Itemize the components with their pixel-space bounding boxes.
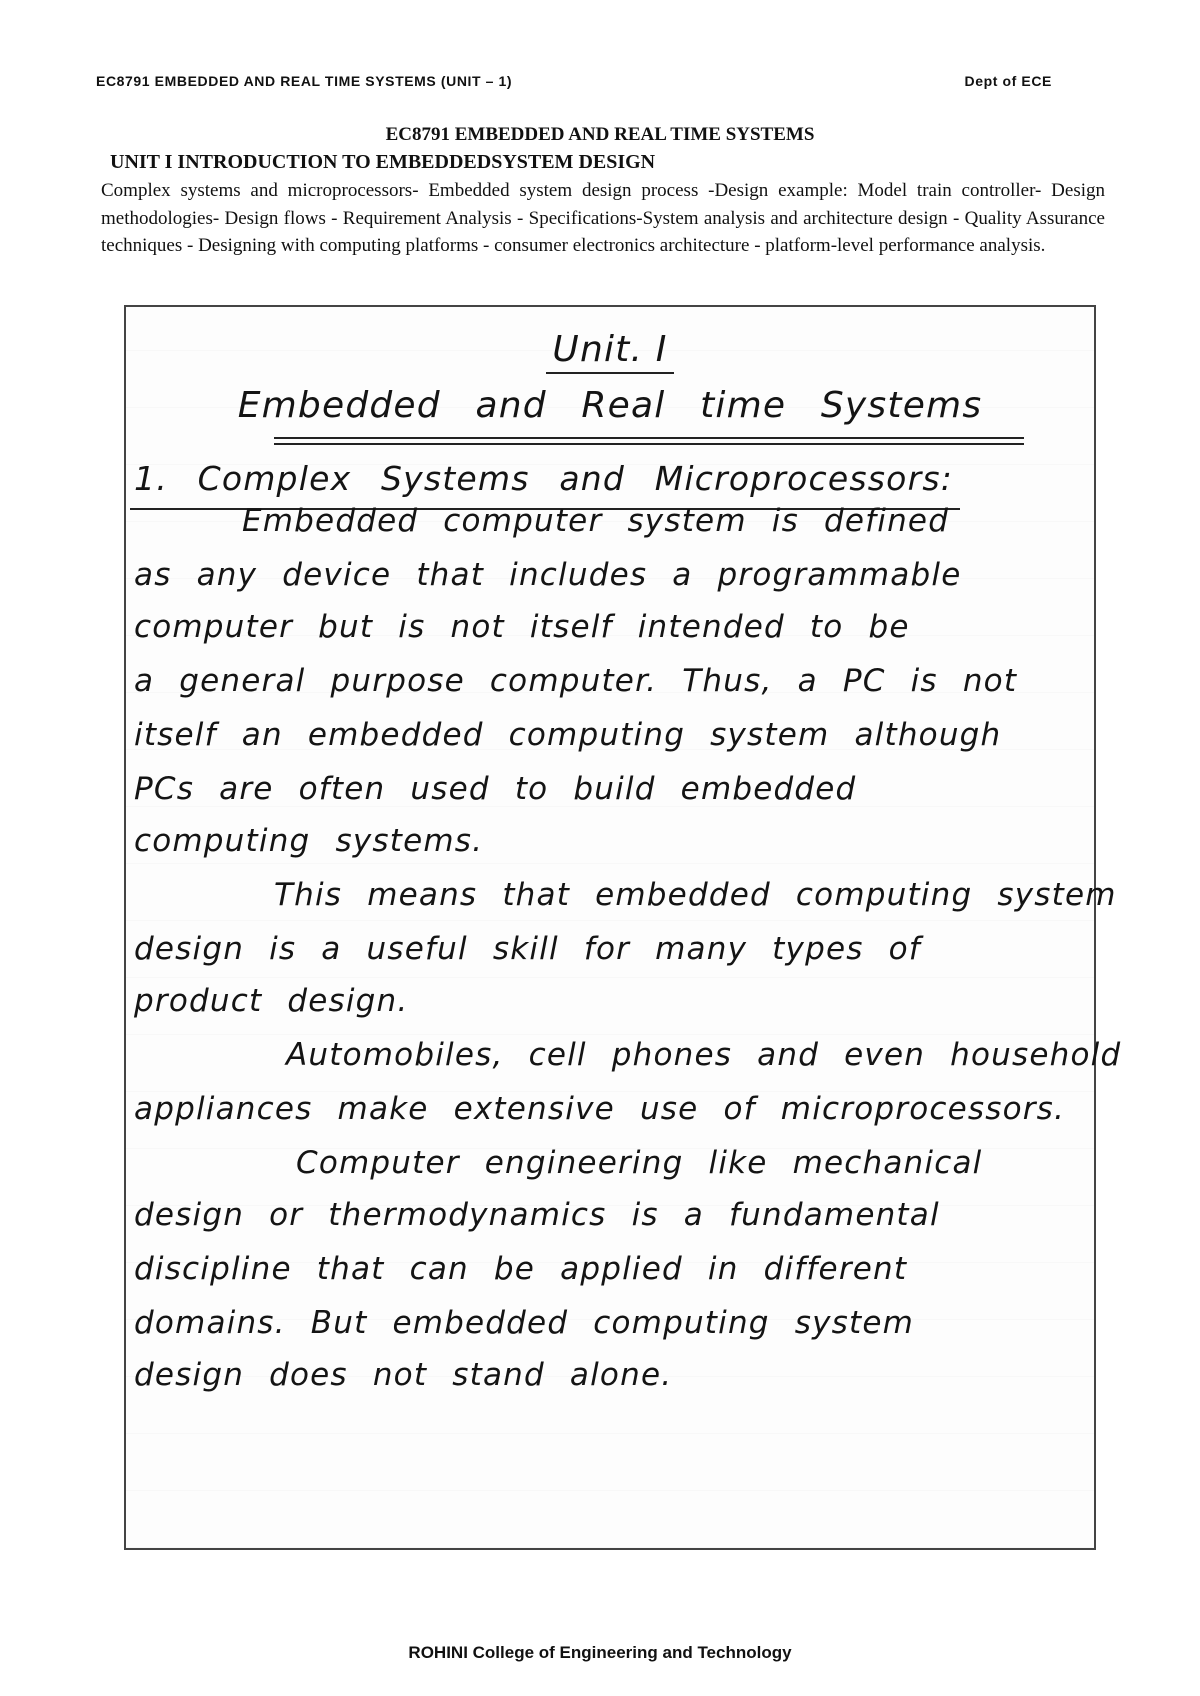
syllabus-title: EC8791 EMBEDDED AND REAL TIME SYSTEMS [385, 124, 815, 145]
syllabus-topics: Complex systems and microprocessors- Embedded system design process -Design example: Model train controller- Design methodologies- Design flows - Requirement Analysis - Specifications-System analysis and architecture design - Quality Assurance techniques - Designing with computing platforms - consumer electronics architecture - platform-level performance analysis. [101, 180, 1105, 256]
header-course-title: EC8791 EMBEDDED AND REAL TIME SYSTEMS (UNIT – 1) [96, 73, 513, 89]
notes-unit-label: Unit. I [546, 329, 673, 374]
page-header [96, 73, 1052, 89]
notes-line: design is a useful skill for many types of [134, 931, 921, 967]
notes-line: a general purpose computer. Thus, a PC is not [134, 663, 1018, 699]
notes-unit-heading [126, 329, 1094, 370]
notes-line: This means that embedded computing system [274, 877, 1117, 913]
page-footer: ROHINI College of Engineering and Technology [408, 1643, 792, 1662]
notes-line: appliances make extensive use of microprocessors. [134, 1091, 1066, 1127]
notes-line: product design. [134, 983, 409, 1019]
notes-line: computer but is not itself intended to be [134, 609, 910, 645]
notes-line: design does not stand alone. [134, 1357, 673, 1393]
header-department: Dept of ECE [964, 73, 1052, 89]
notes-line: itself an embedded computing system although [134, 717, 1002, 753]
syllabus-unit-heading: UNIT I INTRODUCTION TO EMBEDDEDSYSTEM DESIGN [110, 151, 656, 173]
notes-line: discipline that can be applied in different [134, 1251, 908, 1287]
notes-line: domains. But embedded computing system [134, 1305, 915, 1341]
notes-line: Computer engineering like mechanical [296, 1145, 983, 1181]
handwritten-notes-scan [124, 305, 1122, 1550]
notes-line: Embedded computer system is defined [242, 503, 950, 539]
notes-line: computing systems. [134, 823, 484, 859]
notes-section-heading: 1. Complex Systems and Microprocessors: [134, 459, 954, 498]
notes-line: as any device that includes a programmable [134, 557, 962, 593]
notes-title: Embedded and Real time Systems [237, 385, 983, 426]
title-underline [274, 437, 1024, 439]
notes-line: Automobiles, cell phones and even household [286, 1037, 1122, 1073]
title-double-underline [274, 443, 1024, 445]
notes-line: PCs are often used to build embedded [134, 771, 857, 807]
notes-line: design or thermodynamics is a fundamental [134, 1197, 940, 1233]
